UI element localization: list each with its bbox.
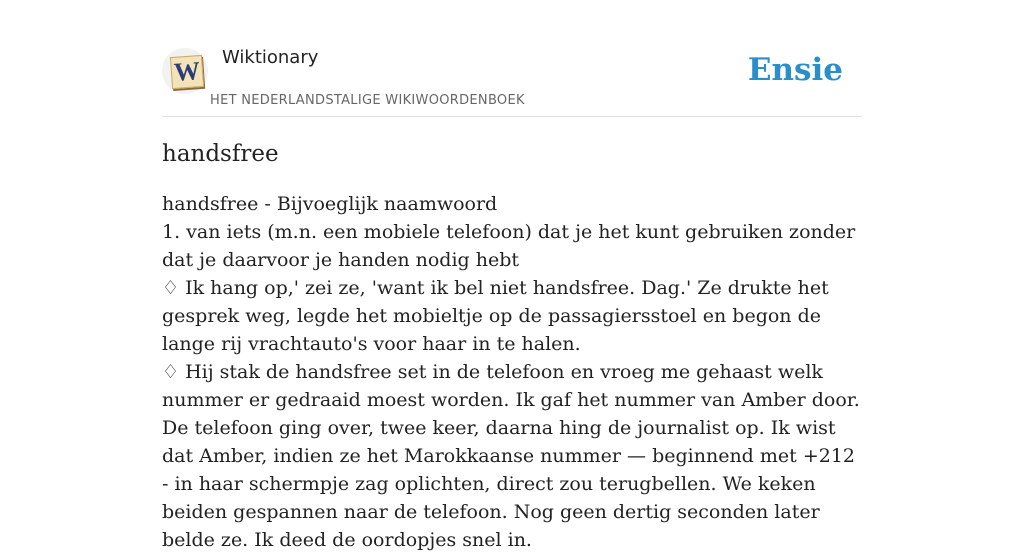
example-sentence-2: ♢ Hij stak de handsfree set in de telefoon en vroeg me gehaast welk nummer er gedraaid moest worden. Ik gaf het nummer van Amber door. De telefoon ging over, twee keer, daarna hing de journalist op. Ik wist dat Amber, indien ze het Marokkaanse nummer — beginnend met +212 - in haar schermpje zag oplichten, direct zou terugbellen. We keken beiden gespannen naar de telefoon. Nog geen dertig seconden later belde ze. Ik deed de oordopjes snel in. xyxy=(162,361,860,551)
example-sentence-1: ♢ Ik hang op,' zei ze, 'want ik bel niet handsfree. Dag.' Ze drukte het gesprek weg, legde het mobieltje op de passagiersstoel en begon de lange rij vrachtauto's voor haar in te halen. xyxy=(162,277,829,355)
ensie-brand-link[interactable]: Ensie xyxy=(747,52,843,88)
logo-tile-icon: W xyxy=(170,55,204,89)
page-title: handsfree xyxy=(162,141,279,167)
definition: 1. van iets (m.n. een mobiele telefoon) dat je het kunt gebruiken zonder dat je daarvoor je handen nodig hebt xyxy=(162,221,856,271)
entry-content xyxy=(162,138,862,554)
word-type: handsfree - Bijvoeglijk naamwoord xyxy=(162,193,498,215)
site-name[interactable]: Wiktionary xyxy=(222,47,319,68)
site-tagline: HET NEDERLANDSTALIGE WIKIWOORDENBOEK xyxy=(210,93,525,108)
wiktionary-logo[interactable] xyxy=(162,48,208,94)
site-header xyxy=(162,44,862,117)
